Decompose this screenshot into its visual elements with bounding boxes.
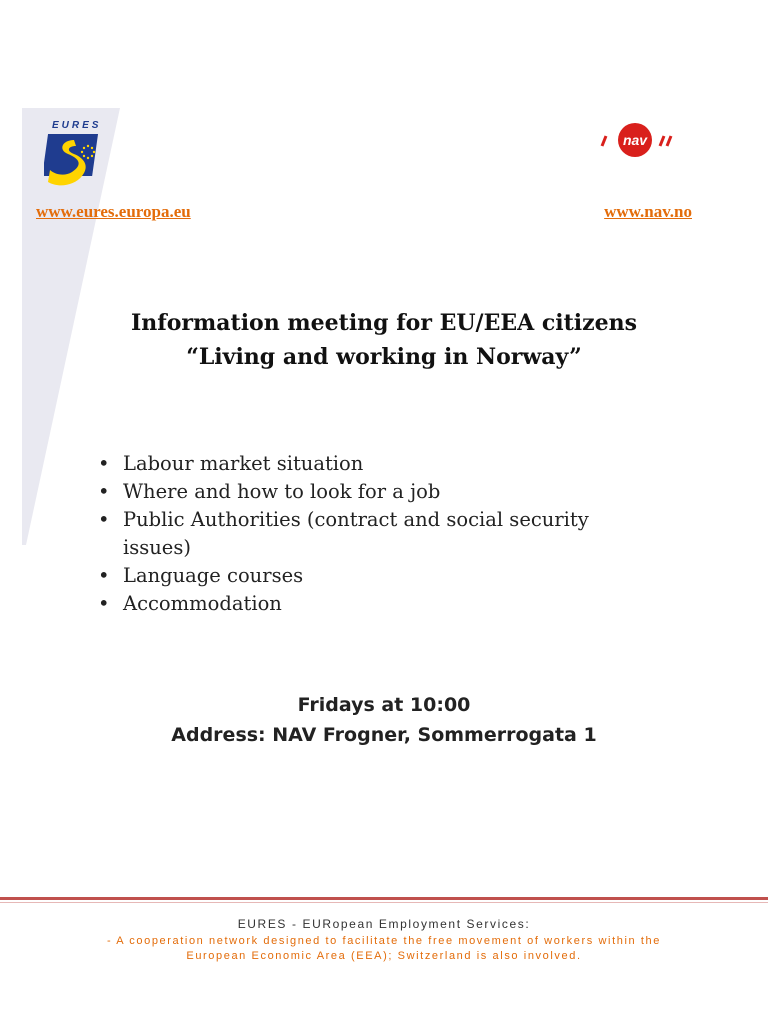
topic-text: Labour market situation	[123, 452, 364, 475]
list-item: • Where and how to look for a job	[98, 480, 441, 503]
topic-list	[98, 450, 658, 618]
footer-divider-thin	[0, 902, 768, 903]
topic-text: Language courses	[123, 564, 304, 587]
nav-logo-icon	[600, 122, 680, 172]
footer-description: - A cooperation network designed to facilitate the free movement of workers within the	[107, 935, 661, 947]
footer-description-cont: European Economic Area (EEA); Switzerland is also involved.	[186, 950, 582, 962]
eures-website-link[interactable]: www.eures.europa.eu	[36, 202, 191, 221]
svg-text:nav: nav	[622, 132, 648, 148]
page-subtitle: “Living and working in Norway”	[186, 344, 582, 370]
footer-heading: EURES - EURopean Employment Services:	[237, 917, 531, 931]
meeting-time: Fridays at 10:00	[297, 694, 471, 716]
topic-text: Where and how to look for a job	[123, 480, 441, 503]
list-item: • Accommodation	[98, 592, 282, 615]
list-item: • Language courses	[98, 564, 304, 587]
list-item: • Public Authorities (contract and social security issues)	[98, 508, 589, 559]
page-title: Information meeting for EU/EEA citizens	[130, 310, 637, 336]
footer-divider	[0, 897, 768, 900]
topic-text: Public Authorities (contract and social security issues)	[123, 508, 589, 559]
nav-logo	[600, 122, 680, 172]
meeting-address: Address: NAV Frogner, Sommerrogata 1	[171, 724, 597, 746]
nav-website-link[interactable]: www.nav.no	[604, 202, 692, 221]
eures-logo	[44, 120, 120, 192]
topic-text: Accommodation	[123, 592, 282, 615]
eures-logo-text: EURES	[52, 120, 102, 131]
list-item: • Labour market situation	[98, 452, 364, 475]
